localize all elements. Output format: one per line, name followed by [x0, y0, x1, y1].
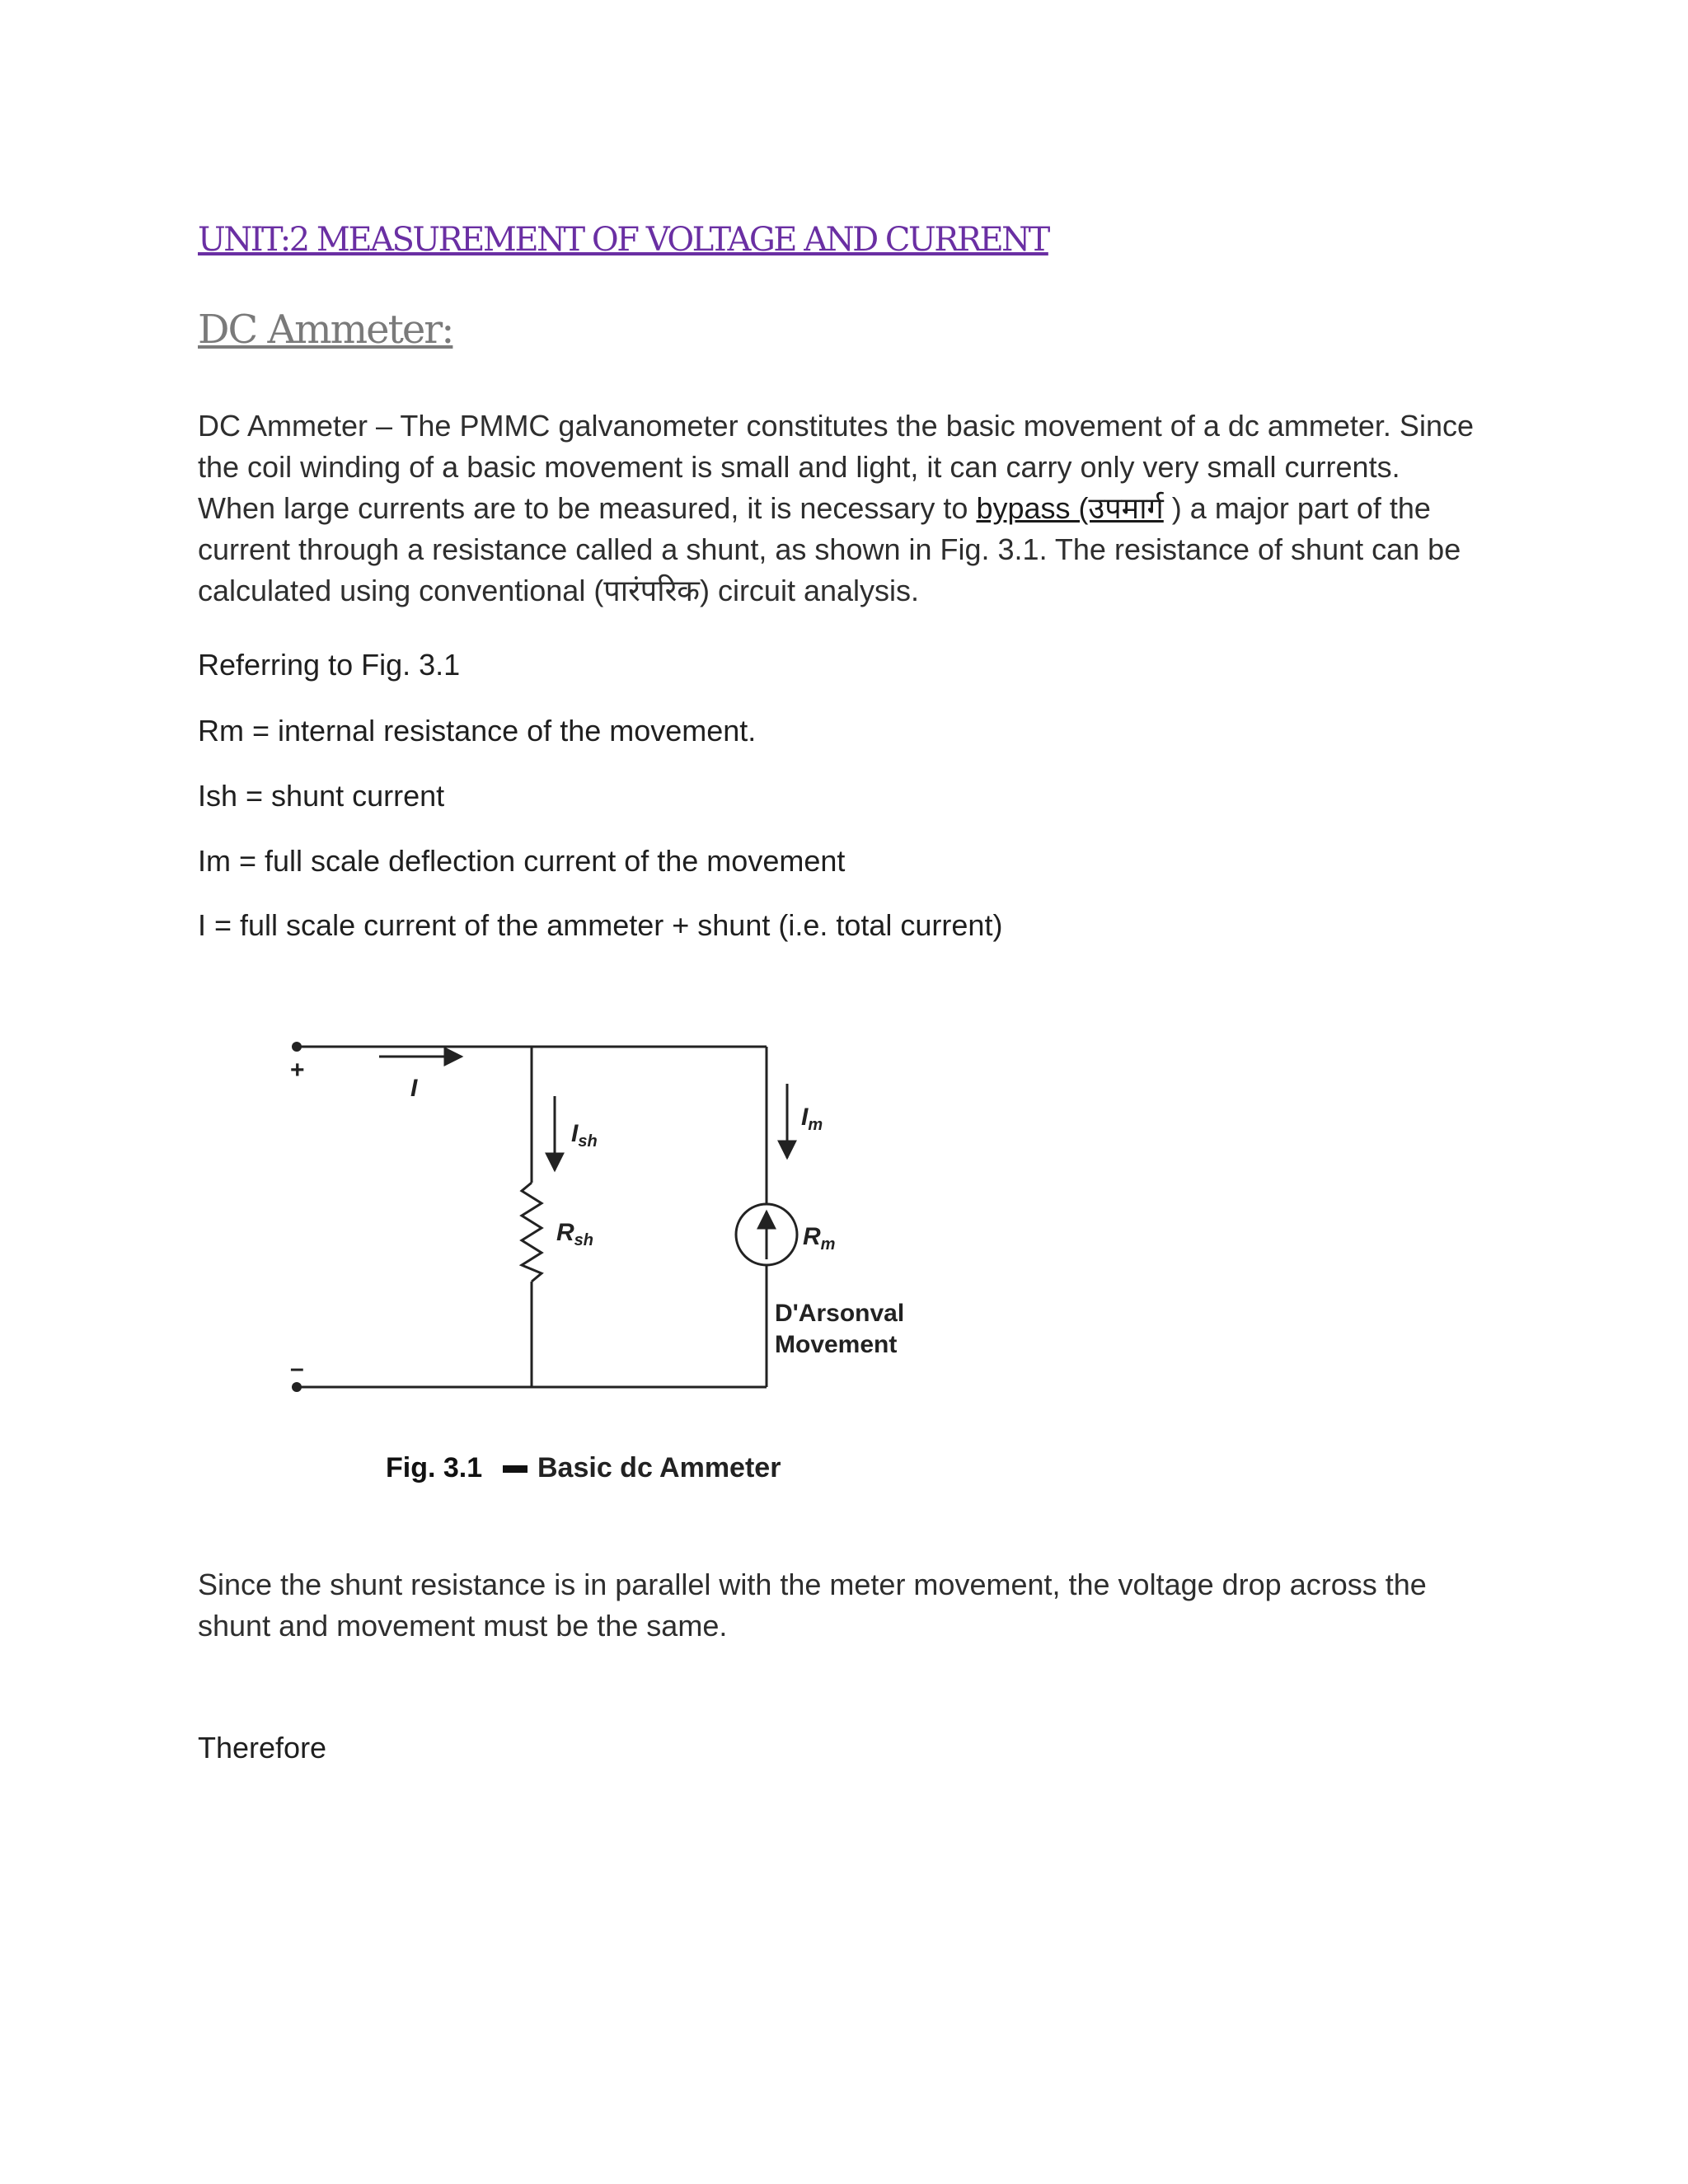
section-heading: DC Ammeter: [198, 307, 453, 353]
intro-text-2: ) a major part of the current through a resistance called a shunt, as shown in Fig. 3.1. The resistance of shunt can be calculated using conventional (पारंपरिक) circuit analysis. [198, 491, 1461, 607]
definition-rm: Rm = internal resistance of the movement. [198, 714, 757, 748]
meter-resistance-label: $R_m$ [803, 1223, 836, 1254]
shunt-resistor [522, 1183, 542, 1282]
definition-im: Im = full scale deflection current of the movement [198, 844, 846, 878]
negative-terminal [292, 1382, 302, 1392]
intro-text-1: DC Ammeter – The PMMC galvanometer constitutes the basic movement of a dc ammeter. Since the coil winding of a basic movement is small and light, it can carry only very small currents. When large currents are to be measured, it is necessary to [198, 409, 1474, 525]
movement-label-line1: D'Arsonval [775, 1300, 905, 1327]
therefore-line: Therefore [198, 1731, 327, 1765]
circuit-figure [264, 1014, 1088, 1508]
current-label: I [410, 1075, 418, 1102]
bypass-link[interactable]: bypass (उपमार्ग [976, 491, 1164, 525]
meter-current-label: $I_m$ [801, 1104, 823, 1134]
minus-sign: – [290, 1355, 304, 1382]
plus-sign: + [290, 1057, 305, 1084]
figure-caption-number: Fig. 3.1 [386, 1452, 483, 1483]
positive-terminal [292, 1042, 302, 1052]
circuit-wires [297, 1047, 767, 1387]
movement-label-line2: Movement [775, 1331, 898, 1358]
caption-dash [503, 1465, 528, 1473]
referring-line: Referring to Fig. 3.1 [198, 648, 461, 682]
intro-paragraph [198, 405, 1484, 612]
unit-title: UNIT:2 MEASUREMENT OF VOLTAGE AND CURRENT [198, 221, 1048, 259]
shunt-current-label: $I_{sh}$ [571, 1120, 598, 1151]
conclusion-paragraph: Since the shunt resistance is in parallel with the meter movement, the voltage drop across the shunt and movement must be the same. [198, 1568, 1427, 1643]
definition-ish: Ish = shunt current [198, 779, 445, 813]
circuit-diagram [264, 1014, 1088, 1508]
figure-caption-text: Basic dc Ammeter [537, 1452, 781, 1483]
definition-i: I = full scale current of the ammeter + shunt (i.e. total current) [198, 908, 1003, 942]
shunt-resistance-label: $R_{sh}$ [556, 1219, 594, 1249]
